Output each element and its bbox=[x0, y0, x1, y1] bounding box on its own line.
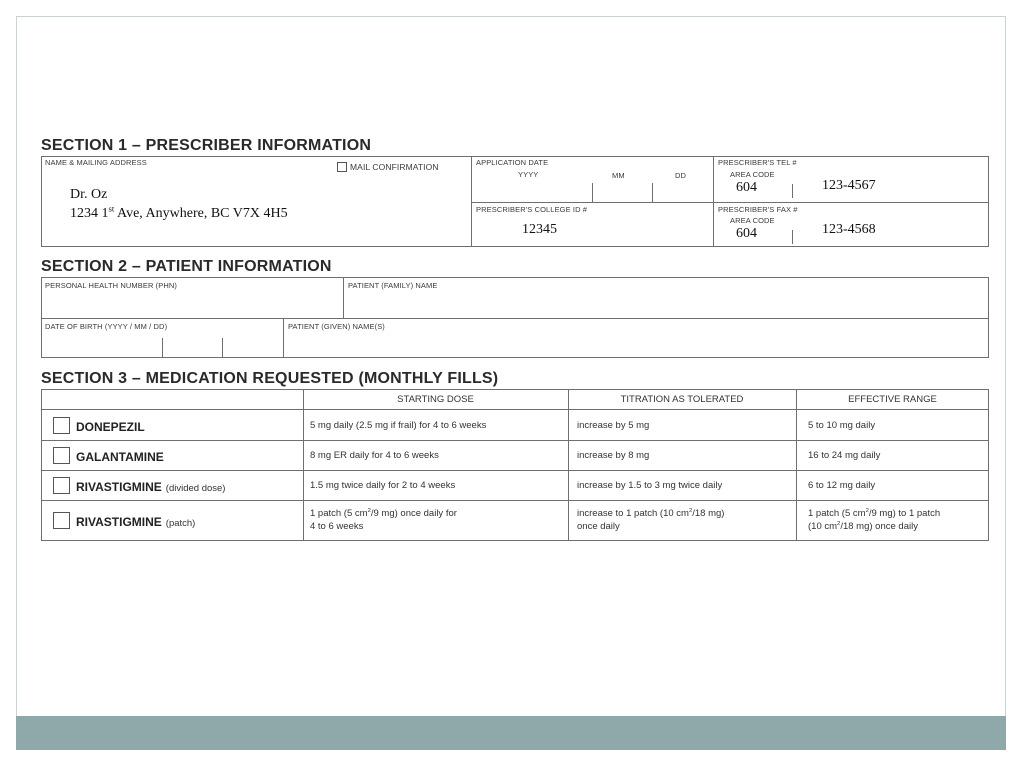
footer-bar bbox=[16, 716, 1006, 750]
fax-number: 123-4568 bbox=[822, 222, 876, 237]
galantamine-checkbox[interactable] bbox=[53, 447, 70, 464]
divider bbox=[41, 318, 989, 319]
college-id-label: PRESCRIBER'S COLLEGE ID # bbox=[476, 205, 588, 214]
divider bbox=[343, 277, 344, 318]
given-names-label: PATIENT (GIVEN) NAME(S) bbox=[288, 322, 385, 331]
yyyy-label: YYYY bbox=[518, 170, 539, 179]
tel-number: 123-4567 bbox=[822, 178, 876, 193]
date-tick bbox=[652, 183, 653, 202]
mail-confirmation-label: MAIL CONFIRMATION bbox=[350, 162, 439, 172]
row-divider bbox=[41, 500, 989, 501]
header-titration: TITRATION AS TOLERATED bbox=[620, 394, 744, 405]
col-divider bbox=[303, 389, 304, 541]
effective-range-cell: 5 to 10 mg daily bbox=[808, 420, 876, 431]
effective-range-cell: 16 to 24 mg daily bbox=[808, 450, 881, 461]
rivastigmine-divided-checkbox[interactable] bbox=[53, 477, 70, 494]
col-divider bbox=[796, 389, 797, 541]
date-tick bbox=[592, 183, 593, 202]
drug-name: DONEPEZIL bbox=[76, 420, 145, 434]
col-divider bbox=[568, 389, 569, 541]
tel-area-code: 604 bbox=[736, 180, 757, 195]
drug-note: (patch) bbox=[165, 518, 196, 529]
drug-name: RIVASTIGMINE (divided dose) bbox=[76, 480, 226, 494]
phn-label: PERSONAL HEALTH NUMBER (PHN) bbox=[45, 281, 177, 290]
fax-area-code-label: AREA CODE bbox=[730, 216, 775, 225]
header-effective-range: EFFECTIVE RANGE bbox=[848, 394, 937, 405]
starting-dose-cell: 5 mg daily (2.5 mg if frail) for 4 to 6 weeks bbox=[310, 420, 487, 431]
dob-tick bbox=[222, 338, 223, 358]
dd-label: DD bbox=[675, 171, 687, 180]
tel-label: PRESCRIBER'S TEL # bbox=[718, 158, 797, 167]
effective-range-cell: 6 to 12 mg daily bbox=[808, 480, 876, 491]
donepezil-checkbox[interactable] bbox=[53, 417, 70, 434]
effective-range-cell: 1 patch (5 $cm^2/9$ mg) to 1 patch (10 $cm^2/18$ mg) once daily bbox=[808, 507, 941, 532]
section-2-title: SECTION 2 – PATIENT INFORMATION bbox=[41, 258, 332, 275]
tel-area-code-label: AREA CODE bbox=[730, 170, 775, 179]
divider bbox=[471, 202, 989, 203]
drug-name: GALANTAMINE bbox=[76, 450, 164, 464]
prescriber-name: Dr. Oz bbox=[70, 187, 108, 202]
drug-note: (divided dose) bbox=[165, 483, 226, 494]
row-divider bbox=[41, 409, 989, 410]
starting-dose-cell: 1.5 mg twice daily for 2 to 4 weeks bbox=[310, 480, 456, 491]
divider bbox=[283, 318, 284, 358]
prescriber-address: 1234 1st Ave, Anywhere, BC V7X 4H5 bbox=[70, 203, 288, 221]
tel-tick bbox=[792, 184, 793, 198]
starting-dose-cell: 1 patch (5 $cm^2/9$ mg) once daily for 4 to 6 weeks bbox=[310, 507, 457, 532]
mm-label: MM bbox=[612, 171, 625, 180]
family-name-label: PATIENT (FAMILY) NAME bbox=[348, 281, 438, 290]
starting-dose-cell: 8 mg ER daily for 4 to 6 weeks bbox=[310, 450, 439, 461]
dob-tick bbox=[162, 338, 163, 358]
titration-cell: increase by 8 mg bbox=[577, 450, 650, 461]
dob-label: DATE OF BIRTH (YYYY / MM / DD) bbox=[45, 322, 168, 331]
fax-tick bbox=[792, 230, 793, 244]
section-1-title: SECTION 1 – PRESCRIBER INFORMATION bbox=[41, 137, 372, 154]
row-divider bbox=[41, 470, 989, 471]
header-starting-dose: STARTING DOSE bbox=[397, 394, 474, 405]
titration-cell: increase by 1.5 to 3 mg twice daily bbox=[577, 480, 723, 491]
application-date-label: APPLICATION DATE bbox=[476, 158, 549, 167]
fax-label: PRESCRIBER'S FAX # bbox=[718, 205, 798, 214]
row-divider bbox=[41, 440, 989, 441]
college-id-value: 12345 bbox=[522, 222, 557, 237]
rivastigmine-patch-checkbox[interactable] bbox=[53, 512, 70, 529]
name-address-label: NAME & MAILING ADDRESS bbox=[45, 158, 147, 167]
section-3-title: SECTION 3 – MEDICATION REQUESTED (MONTHLY FILLS) bbox=[41, 370, 499, 387]
drug-name: RIVASTIGMINE (patch) bbox=[76, 515, 196, 529]
titration-cell: increase by 5 mg bbox=[577, 420, 650, 431]
titration-cell: increase to 1 patch (10 $cm^2/18$ mg) once daily bbox=[577, 507, 725, 532]
mail-confirmation-checkbox[interactable] bbox=[337, 162, 347, 172]
fax-area-code: 604 bbox=[736, 226, 757, 241]
